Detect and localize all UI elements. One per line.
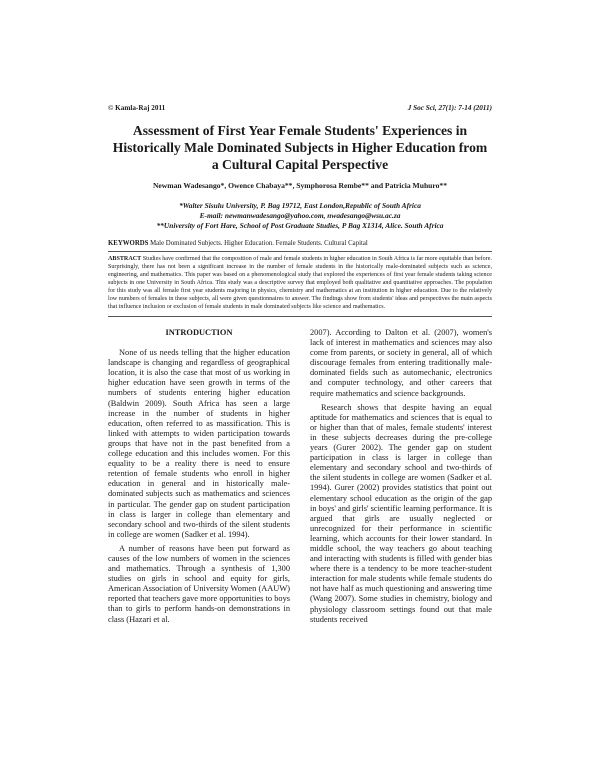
body-column-right <box>310 328 492 625</box>
paragraph: None of us needs telling that the higher education landscape is changing and regardless of geographical location, it is also the case that most of us working in higher education have seen growth in terms of the numbers of students entering higher education (Baldwin 2009). South Africa has seen a large increase in the number of students in higher education, often referred to as massification. This is linked with attempts to widen participation towards groups that have not in the past benefited from a college education and this includes women. For this equality to be a reality there is need to ensure retention of female students who enroll in higher education in general and in historically male-dominated subjects such as mathematics and sciences in particular. The gender gap on student participation in class is larger in college than elementary and secondary school and two-thirds of the silent students in college are women (Sadker et al. 1994). <box>108 348 290 539</box>
author-list: Newman Wadesango*, Owence Chabaya**, Symphorosa Rembe** and Patricia Muhuro** <box>152 181 448 190</box>
affiliation-line: *Walter Sisulu University, P. Bag 19712, East London,Republic of South Africa <box>179 201 421 210</box>
affiliation-line: **University of Fort Hare, School of Post Graduate Studies, P Bag X1314, Alice. South Africa <box>156 221 444 230</box>
paragraph: Research shows that despite having an equal aptitude for mathematics and sciences that is equal to or higher than that of males, female students' interest in these subjects decreases during the pre-college years (Gurer 2002). The gender gap on student participation in class is larger in college than elementary and secondary school and two-thirds of the silent students in college are women (Sadker et al. 1994). Gurer (2002) provides statistics that point out elementary school education as the origin of the gap in boys' and girls' scientific learning performance. It is argued that girls are usually neglected or unrecognized for their performance in scientific learning, which accounts for their lower standard. In middle school, the way teachers go about teaching and interacting with students is filled with gender bias where there is a tendency to be more teacher-student interaction for male students while female students do not have half as much questioning and answering time (Wang 2007). Some studies in chemistry, biology and physiology classroom settings found out that male students received <box>310 402 492 624</box>
citation-line: J Soc Sci, 27(1): 7-14 (2011) <box>407 104 492 112</box>
abstract-label: ABSTRACT <box>108 256 142 262</box>
article-title: Assessment of First Year Female Students' Experiences in Historically Male Dominated Subjects in Higher Education from a Cultural Capital Perspective <box>112 123 488 172</box>
paragraph: 2007). According to Dalton et al. (2007), women's lack of interest in mathematics and sciences may also come from parents, or society in general, all of which discourage females from entering traditionally male-dominated fields such as automechanic, electronics and computer technology, and other careers that require mathematics and science backgrounds. <box>310 328 492 398</box>
affiliations <box>108 201 492 231</box>
section-heading: INTRODUCTION <box>165 328 233 337</box>
keywords-label: KEYWORDS <box>108 240 149 247</box>
paragraph: A number of reasons have been put forward as causes of the low numbers of women in the sciences and mathematics. Through a synthesis of 1,300 studies on girls in school and equity for girls, American Association of University Women (AAUW) reported that teachers gave more opportunities to boys than to girls to perform hands-on demonstrations in class (Hazari et al. <box>108 543 290 624</box>
body-column-left <box>108 328 290 625</box>
keywords <box>108 240 492 247</box>
abstract <box>108 256 492 312</box>
email-line: E-mail: newmanwadesango@yahoo.com, nwadesango@wsu.ac.za <box>199 211 401 220</box>
divider-bottom <box>108 316 492 317</box>
abstract-text: Studies have confirmed that the composition of male and female students in higher education in South Africa is far more equitable than before. Surprisingly, there has not been a significant increase in the number of female students in the historically male-dominated subjects such as science, engineering, and mathematics. This paper was based on a phenomenological study that explored the experiences of first year female students taking science subjects in one University in South Africa. This study was a descriptive survey that employed both qualitative and quantitative approaches. The population for this study was all female first year students majoring in physics, chemistry and mathematics at an institution in higher education. Due to the relatively low numbers of females in these subjects, all were given questionnaires to answer. The findings show from students' ideas and perspectives the main aspects that influence inclusion or exclusion of female students in male dominated subjects like science and mathematics. <box>108 256 492 310</box>
keywords-text: Male Dominated Subjects. Higher Education. Female Students. Cultural Capital <box>150 240 368 247</box>
divider-top <box>108 251 492 252</box>
copyright-line: © Kamla-Raj 2011 <box>108 104 166 112</box>
